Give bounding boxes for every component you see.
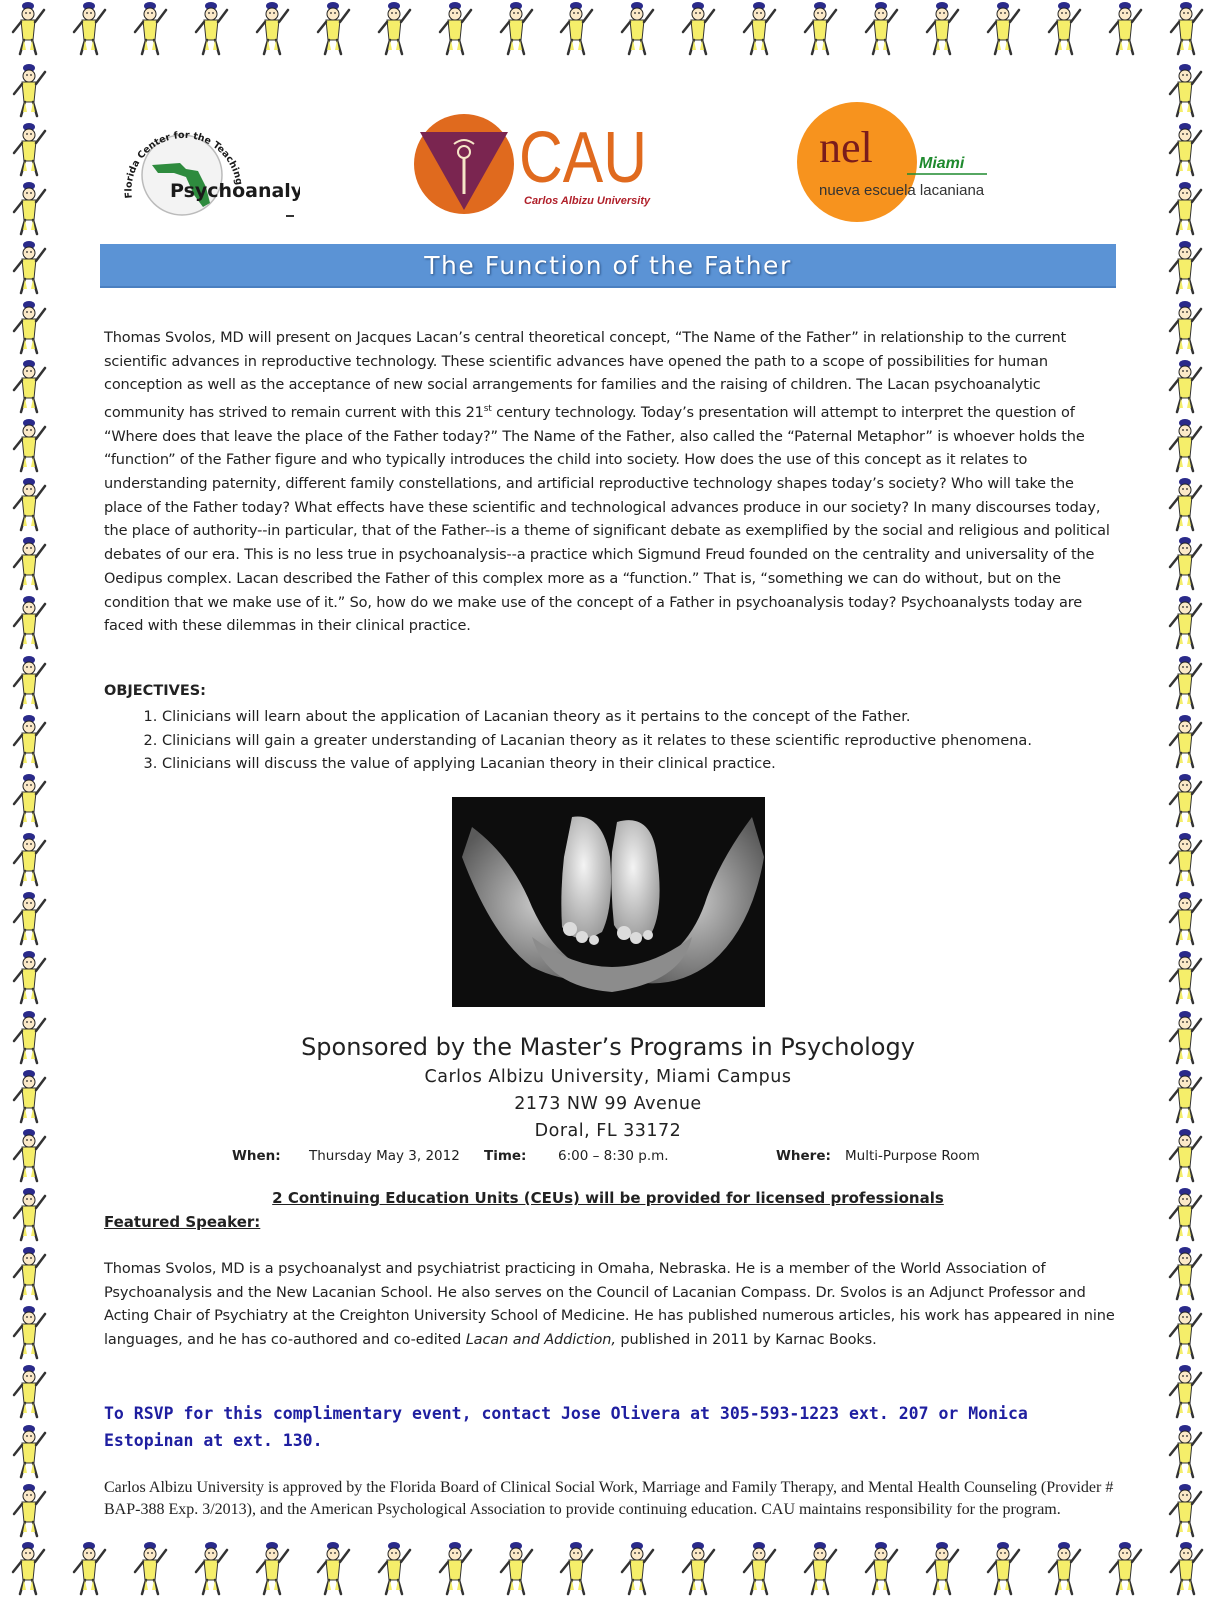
when-label: When: [232, 1148, 281, 1164]
cartoon-figure-waving-icon [800, 0, 840, 56]
cau-logo [412, 112, 657, 216]
nel-subtitle: nueva escuela lacaniana [819, 182, 985, 199]
cartoon-figure-waving-icon [983, 0, 1023, 56]
objectives-list [140, 706, 1132, 777]
logo-arc-text: Florida Center for the Teaching [123, 129, 245, 199]
cartoon-figure-waving-icon [617, 1540, 657, 1596]
logo-name-text: Psychoanaly [170, 180, 300, 202]
cartoon-figure-waving-icon [8, 1540, 48, 1596]
cartoon-figure-waving-icon [556, 0, 596, 56]
ceu-notice: 2 Continuing Education Units (CEUs) will be provided for licensed professionals [272, 1189, 944, 1207]
cartoon-figure-waving-icon [1165, 1009, 1205, 1065]
cartoon-figure-waving-icon [1165, 949, 1205, 1005]
cartoon-figure-waving-icon [191, 0, 231, 56]
cartoon-figure-waving-icon [252, 0, 292, 56]
cartoon-figure-waving-icon [9, 476, 49, 532]
cartoon-figure-waving-icon [9, 121, 49, 177]
cartoon-figure-waving-icon [1044, 1540, 1084, 1596]
cartoon-figure-waving-icon [1165, 180, 1205, 236]
featured-speaker-heading: Featured Speaker: [104, 1213, 261, 1231]
cartoon-figure-waving-icon [678, 0, 718, 56]
cartoon-figure-waving-icon [130, 0, 170, 56]
page-title: The Function of the Father [424, 250, 792, 280]
cartoon-figure-waving-icon [69, 0, 109, 56]
cartoon-figure-waving-icon [9, 180, 49, 236]
cartoon-figure-waving-icon [1105, 0, 1145, 56]
cartoon-figure-waving-icon [9, 1068, 49, 1124]
cartoon-figure-waving-icon [1165, 239, 1205, 295]
sponsor-campus: Carlos Albizu University, Miami Campus [424, 1067, 792, 1087]
cartoon-figure-waving-icon [1165, 1304, 1205, 1360]
nel-city: Miami [919, 155, 965, 172]
cau-subtitle: Carlos Albizu University [524, 195, 651, 207]
cartoon-figure-waving-icon [496, 0, 536, 56]
cartoon-figure-waving-icon [1165, 1363, 1205, 1419]
cartoon-figure-waving-icon [983, 1540, 1023, 1596]
bio-text-end: published in 2011 by Karnac Books. [615, 1332, 877, 1349]
intro-paragraph [104, 327, 1116, 639]
cartoon-figure-waving-icon [1165, 62, 1205, 118]
bio-text-start: Thomas Svolos, MD is a psychoanalyst and psychiatrist practicing in Omaha, Nebraska. He is a member of the World Association of Psychoanalysis and the New Lacanian School. He also serves on the Council of Lacanian Compass. Dr. Svolos is an Adjunct Professor and Acting Chair of Psychiatry at the Creighton University School of Medicine. He has published numerous articles, his work has appeared in nine languages, and he has co-authored and co-edited [104, 1261, 1115, 1349]
approval-statement: Carlos Albizu University is approved by the Florida Board of Clinical Social Work, Marriage and Family Therapy, and Mental Health Counseling (Provider # BAP-388 Exp. 3/2013), and the American Psychological Association to provide continuing education. CAU maintains responsibility for the program. [104, 1479, 1114, 1518]
cartoon-figure-waving-icon [1105, 1540, 1145, 1596]
cartoon-figure-waving-icon [9, 1186, 49, 1242]
nel-name: nel [819, 123, 873, 172]
cartoon-figure-waving-icon [1166, 1540, 1206, 1596]
time-value: 6:00 – 8:30 p.m. [558, 1148, 669, 1164]
cartoon-figure-waving-icon [9, 299, 49, 355]
speaker-bio [104, 1258, 1116, 1353]
rsvp-notice: To RSVP for this complimentary event, contact Jose Olivera at 305-593-1223 ext. 207 or Monica Estopinan at ext. 130. [104, 1404, 1028, 1450]
sponsor-street: 2173 NW 99 Avenue [514, 1094, 702, 1114]
cartoon-figure-waving-icon [1165, 594, 1205, 650]
cartoon-figure-waving-icon [1165, 1245, 1205, 1301]
cartoon-figure-waving-icon [435, 1540, 475, 1596]
cartoon-figure-waving-icon [678, 1540, 718, 1596]
where-value: Multi-Purpose Room [845, 1148, 980, 1164]
objective-item: 3. Clinicians will discuss the value of applying Lacanian theory in their clinical practice. [162, 753, 1132, 777]
cartoon-figure-waving-icon [1165, 358, 1205, 414]
right-border [1160, 60, 1210, 1540]
cartoon-figure-waving-icon [130, 1540, 170, 1596]
cartoon-figure-waving-icon [9, 1245, 49, 1301]
cartoon-figure-waving-icon [374, 1540, 414, 1596]
bottom-border [0, 1540, 1214, 1600]
intro-text-start: Thomas Svolos, MD will present on Jacques Lacan’s central theoretical concept, “The Name of the Father” in relationship to the current scientific advances in reproductive technology. These scientific advances have opened the path to a scope of possibilities for human conception as well as the acceptance of new social arrangements for families and the raising of children. The Lacan psychoanalytic community has strived to remain current with this 21 [104, 330, 1067, 421]
top-border [0, 0, 1214, 60]
cartoon-figure-waving-icon [922, 1540, 962, 1596]
cartoon-figure-waving-icon [1166, 0, 1206, 56]
cartoon-figure-waving-icon [9, 1363, 49, 1419]
cartoon-figure-waving-icon [9, 417, 49, 473]
cartoon-figure-waving-icon [1165, 1423, 1205, 1479]
time-label: Time: [484, 1148, 527, 1164]
cartoon-figure-waving-icon [69, 1540, 109, 1596]
cartoon-figure-waving-icon [861, 0, 901, 56]
cartoon-figure-waving-icon [9, 831, 49, 887]
cartoon-figure-waving-icon [1165, 772, 1205, 828]
cartoon-figure-waving-icon [1165, 535, 1205, 591]
intro-text-end: century technology. Today’s presentation will attempt to interpret the question of “Where does that leave the place of the Father today?” The Name of the Father, also called the “Paternal Metaphor” is whoever holds the “function” of the Father figure and who typically introduces the child into society. How does the use of this concept as it relates to understanding paternity, different family constellations, and artificial reproductive technology shapes today’s society? Who will take the place of the Father today? What effects have these scientific and technological advances produce in our society? In many discourses today, the place of authority--in particular, that of the Father--is a theme of significant debate as exemplified by the social and religious and political debates of our era. This is no less true in psychoanalysis--a practice which Sigmund Freud founded on the centrality and universality of the Oedipus complex. Lacan described the Father of this complex more as a “function.” That is, “something we can do without, but on the condition that we make use of it.” So, how do we make use of the concept of a Father in psychoanalysis today? Psychoanalysts today are faced with these dilemmas in their clinical practice. [104, 404, 1110, 635]
cartoon-figure-waving-icon [9, 535, 49, 591]
cartoon-figure-waving-icon [252, 1540, 292, 1596]
nel-logo [795, 100, 995, 224]
cartoon-figure-waving-icon [1165, 890, 1205, 946]
cartoon-figure-waving-icon [9, 1423, 49, 1479]
cartoon-figure-waving-icon [1165, 417, 1205, 473]
objective-item: 2. Clinicians will gain a greater understanding of Lacanian theory as it relates to these scientific reproductive phenomena. [162, 730, 1132, 754]
cartoon-figure-waving-icon [9, 654, 49, 710]
cartoon-figure-waving-icon [1165, 1068, 1205, 1124]
cartoon-figure-waving-icon [800, 1540, 840, 1596]
cartoon-figure-waving-icon [861, 1540, 901, 1596]
cau-name: CAU [519, 118, 647, 198]
cartoon-figure-waving-icon [9, 890, 49, 946]
cartoon-figure-waving-icon [556, 1540, 596, 1596]
sponsor-heading: Sponsored by the Master’s Programs in Psychology [301, 1033, 915, 1061]
cartoon-figure-waving-icon [617, 0, 657, 56]
sponsor-city: Doral, FL 33172 [534, 1121, 682, 1141]
when-value: Thursday May 3, 2012 [309, 1148, 460, 1164]
cartoon-figure-waving-icon [9, 358, 49, 414]
cartoon-figure-waving-icon [9, 62, 49, 118]
cartoon-figure-waving-icon [8, 0, 48, 56]
cartoon-figure-waving-icon [1044, 0, 1084, 56]
cartoon-figure-waving-icon [9, 1482, 49, 1538]
cartoon-figure-waving-icon [9, 1009, 49, 1065]
cartoon-figure-waving-icon [9, 594, 49, 650]
cartoon-figure-waving-icon [922, 0, 962, 56]
left-border [4, 60, 54, 1540]
bio-book-title: Lacan and Addiction, [465, 1332, 616, 1349]
cartoon-figure-waving-icon [739, 0, 779, 56]
title-bar [100, 244, 1116, 288]
cartoon-figure-waving-icon [191, 1540, 231, 1596]
cartoon-figure-waving-icon [1165, 121, 1205, 177]
cartoon-figure-waving-icon [1165, 1186, 1205, 1242]
cartoon-figure-waving-icon [374, 0, 414, 56]
hands-and-baby-feet-photo [452, 797, 765, 1007]
cartoon-figure-waving-icon [9, 713, 49, 769]
objective-item: 1. Clinicians will learn about the application of Lacanian theory as it pertains to the concept of the Father. [162, 706, 1132, 730]
cartoon-figure-waving-icon [496, 1540, 536, 1596]
cartoon-figure-waving-icon [9, 949, 49, 1005]
cartoon-figure-waving-icon [435, 0, 475, 56]
cartoon-figure-waving-icon [739, 1540, 779, 1596]
cartoon-figure-waving-icon [313, 1540, 353, 1596]
cartoon-figure-waving-icon [9, 772, 49, 828]
cartoon-figure-waving-icon [9, 1304, 49, 1360]
cartoon-figure-waving-icon [1165, 1482, 1205, 1538]
cartoon-figure-waving-icon [9, 239, 49, 295]
cartoon-figure-waving-icon [1165, 654, 1205, 710]
cartoon-figure-waving-icon [1165, 476, 1205, 532]
cartoon-figure-waving-icon [1165, 299, 1205, 355]
objectives-heading: OBJECTIVES: [104, 683, 206, 699]
cartoon-figure-waving-icon [1165, 713, 1205, 769]
cartoon-figure-waving-icon [313, 0, 353, 56]
event-details-row [0, 1148, 1214, 1168]
where-label: Where: [776, 1148, 831, 1164]
florida-center-logo [110, 103, 300, 223]
intro-superscript: st [483, 404, 492, 415]
cartoon-figure-waving-icon [1165, 831, 1205, 887]
